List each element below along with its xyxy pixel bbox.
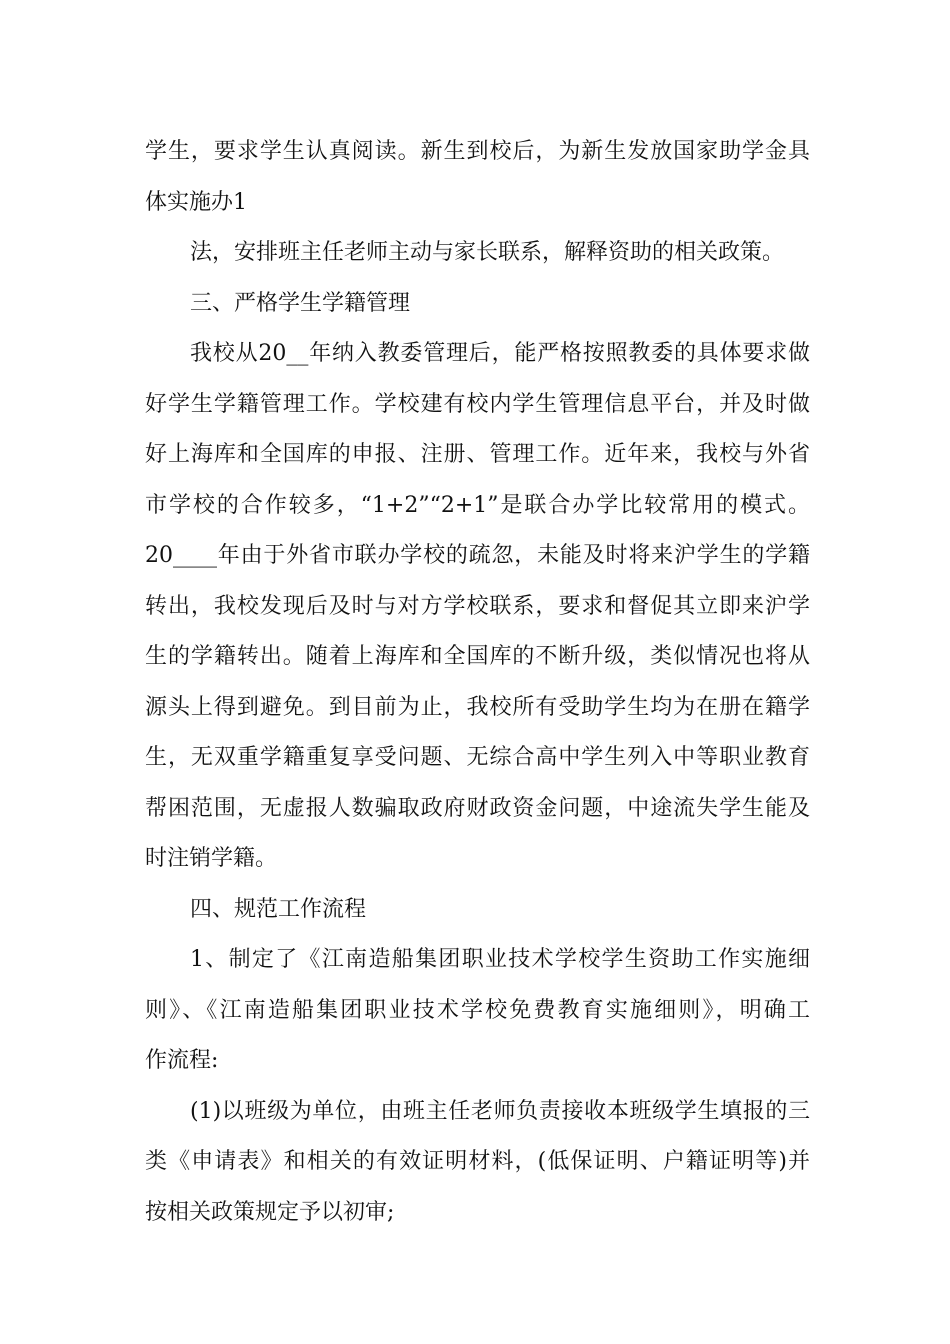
text-line: 生的学籍转出。随着上海库和全国库的不断升级，类似情况也将从 [145, 644, 810, 669]
text-line: 转出，我校发现后及时与对方学校联系，要求和督促其立即来沪学 [145, 594, 810, 619]
text-line: (1)以班级为单位，由班主任老师负责接收本班级学生填报的三 [190, 1099, 810, 1124]
text-line: 好上海库和全国库的申报、注册、管理工作。近年来，我校与外省 [145, 442, 810, 467]
text-line: 我校从20__年纳入教委管理后，能严格按照教委的具体要求做 [190, 341, 810, 366]
text-line: 市学校的合作较多，“1+2”“2+1”是联合办学比较常用的模式。 [145, 493, 810, 518]
text-line: 作流程: [145, 1048, 219, 1073]
section-heading: 四、规范工作流程 [190, 897, 367, 922]
text-line: 1、制定了《江南造船集团职业技术学校学生资助工作实施细 [190, 947, 810, 972]
text-line: 生，无双重学籍重复享受问题、无综合高中学生列入中等职业教育 [145, 745, 810, 770]
text-line: 学生，要求学生认真阅读。新生到校后，为新生发放国家助学金具 [145, 139, 810, 164]
text-line: 法，安排班主任老师主动与家长联系，解释资助的相关政策。 [190, 240, 785, 265]
text-line: 20____年由于外省市联办学校的疏忽，未能及时将来沪学生的学籍 [145, 543, 810, 568]
text-line: 按相关政策规定予以初审; [145, 1200, 395, 1225]
text-line: 好学生学籍管理工作。学校建有校内学生管理信息平台，并及时做 [145, 392, 810, 417]
text-line: 帮困范围，无虚报人数骗取政府财政资金问题，中途流失学生能及 [145, 796, 810, 821]
text-line: 时注销学籍。 [145, 846, 278, 871]
section-heading: 三、严格学生学籍管理 [190, 291, 411, 316]
text-line: 则》、《江南造船集团职业技术学校免费教育实施细则》，明确工 [145, 998, 810, 1023]
text-line: 类《申请表》和相关的有效证明材料，(低保证明、户籍证明等)并 [145, 1149, 810, 1174]
text-line: 体实施办1 [145, 190, 247, 215]
text-line: 源头上得到避免。到目前为止，我校所有受助学生均为在册在籍学 [145, 695, 810, 720]
